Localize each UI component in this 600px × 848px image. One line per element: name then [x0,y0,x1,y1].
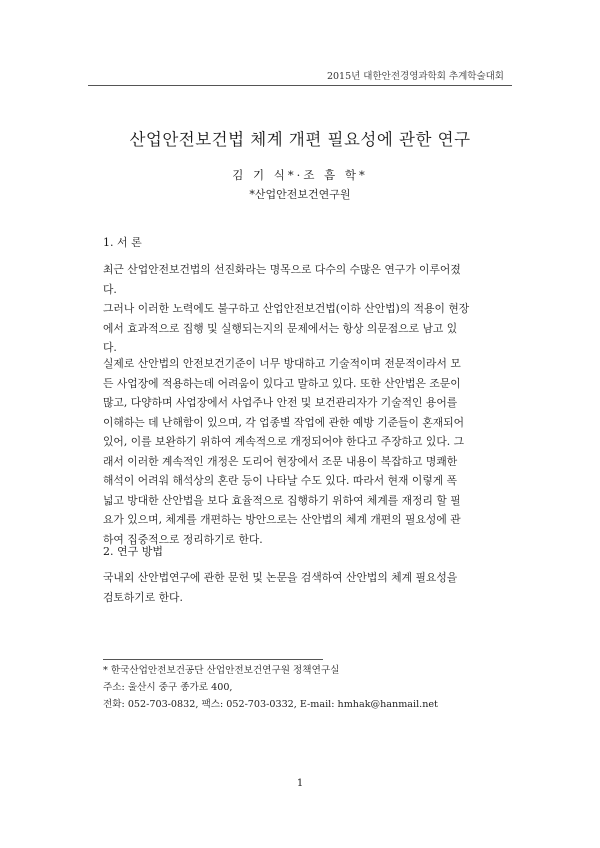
footnote-contact: 전화: 052-703-0832, 팩스: 052-703-0332, E-mail: hmhak@hanmail.net [103,699,438,710]
text-line: 다. [103,282,117,296]
method-paragraph-1 [103,568,500,607]
intro-paragraph-2 [103,299,500,358]
paper-title: 산업안전보건법 체계 개편 필요성에 관한 연구 [129,130,471,149]
text-line: 든 사업장에 적용하는데 어려움이 있다고 말하고 있다. 또한 산안법은 조문이 [103,376,461,390]
text-line: 국내외 산안법연구에 관한 문헌 및 논문을 검색하여 산안법의 체계 필요성을 [103,571,458,584]
intro-paragraph-3 [103,354,500,549]
text-line: 다. [103,341,117,354]
author-affiliation: *산업안전보건연구원 [249,188,351,201]
text-line: 요가 있으며, 체계를 개편하는 방안으로는 산안법의 체계 개편의 필요성에 관 [103,513,461,526]
text-line: 그러나 이러한 노력에도 불구하고 산업안전보건법(이하 산안법)의 적용이 현장 [103,302,470,315]
text-line: 이해하는 데 난해함이 있으며, 각 업종별 작업에 관한 예방 기준들이 혼재되어 [103,415,465,429]
text-line: 실제로 산안법의 안전보건기준이 너무 방대하고 기술적이며 전문적이라서 모 [103,357,461,370]
page-number: 1 [296,778,304,789]
footnote-address: 주소: 울산시 중구 종가로 400, [103,682,233,693]
text-line: 있어, 이를 보완하기 위하여 계속적으로 개정되어야 한다고 주장하고 있다. 그 [103,435,465,448]
text-line: 에서 효과적으로 집행 및 실행되는지의 문제에서는 항상 의문점으로 남고 있 [103,321,458,335]
footnote-affiliation: * 한국산업안전보건공단 산업안전보건연구원 정책연구실 [103,665,340,676]
text-line: 넓고 방대한 산안법을 보다 효율적으로 집행하기 위하여 체계를 재정리 할 필 [103,493,461,507]
intro-paragraph-1 [103,260,500,299]
section-heading-introduction: 1. 서 론 [103,236,142,249]
section-heading-method: 2. 연구 방법 [103,545,163,558]
footnote-rule [103,659,323,660]
text-line: 해석이 어려워 해석상의 혼란 등이 나타날 수도 있다. 따라서 현재 이렇게 폭 [103,474,458,487]
author-names: 김 기 식*·조 흠 학* [232,168,368,182]
running-header: 2015년 대한안전경영과학회 추계학술대회 [326,71,504,82]
text-line: 많고, 다양하며 사업장에서 사업주나 안전 및 보건관리자가 기술적인 용어를 [103,396,458,409]
footnote [103,662,503,713]
text-line: 하여 집중적으로 정리하기로 한다. [103,532,263,546]
text-line: 래서 이러한 계속적인 개정은 도리어 현장에서 조문 내용이 복잡하고 명쾌한 [103,454,458,468]
text-line: 검토하기로 한다. [103,590,183,604]
text-line: 최근 산업안전보건법의 선진화라는 명목으로 다수의 수많은 연구가 이루어졌 [103,263,461,276]
header-rule [88,85,512,86]
